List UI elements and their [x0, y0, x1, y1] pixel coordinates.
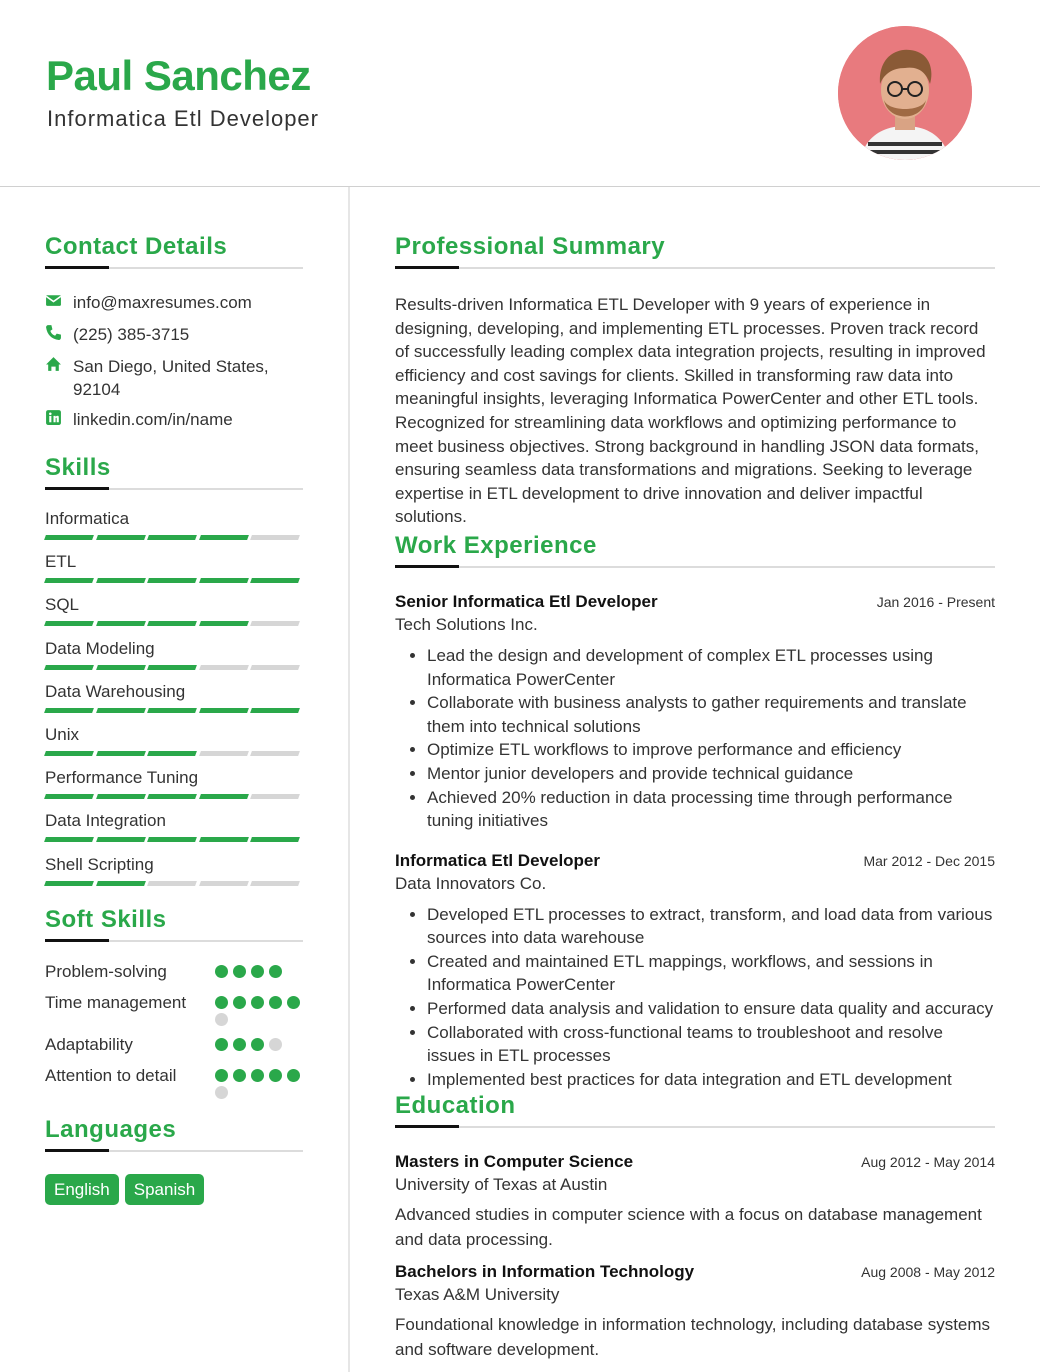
- contact-email-text: info@maxresumes.com: [73, 293, 252, 312]
- skill-item: [45, 637, 303, 680]
- section-underline: [395, 1126, 995, 1128]
- rating-dot: [233, 965, 246, 978]
- skill-level-segment: [44, 535, 93, 540]
- skill-name: Data Modeling: [45, 638, 155, 658]
- job-bullet: • Lead the design and development of complex ETL processes using Informatica PowerCenter: [427, 644, 995, 691]
- skill-level-segment: [250, 621, 299, 626]
- job-bullet: • Implemented best practices for data integration and ETL development: [427, 1068, 995, 1092]
- skill-level-segment: [96, 621, 145, 626]
- skill-level-bar: [45, 881, 303, 886]
- skill-level-segment: [44, 665, 93, 670]
- skill-item: [45, 680, 303, 723]
- languages-list: [45, 1174, 303, 1205]
- soft-skills-list: [45, 960, 303, 1099]
- rating-dot: [215, 1069, 228, 1082]
- skill-level-segment: [199, 881, 248, 886]
- skill-level-segment: [44, 837, 93, 842]
- education-description: Foundational knowledge in information technology, including database systems and software development.: [395, 1315, 991, 1359]
- skill-level-segment: [199, 708, 248, 713]
- job-bullet: • Collaborate with business analysts to gather requirements and translate them into technical solutions: [427, 691, 995, 738]
- job-company: Tech Solutions Inc.: [395, 614, 538, 634]
- candidate-title: Informatica Etl Developer: [47, 106, 319, 131]
- job-bullet: • Performed data analysis and validation to ensure data quality and accuracy: [427, 997, 995, 1021]
- skill-level-segment: [147, 751, 196, 756]
- skill-level-segment: [44, 708, 93, 713]
- skill-item: [45, 723, 303, 766]
- skills-list: [45, 507, 303, 896]
- degree-title: Masters in Computer Science: [395, 1152, 634, 1172]
- school-name: University of Texas at Austin: [395, 1175, 608, 1195]
- language-badge: English: [45, 1174, 119, 1205]
- job-bullet: • Mentor junior developers and provide technical guidance: [427, 762, 995, 786]
- job-dates: Mar 2012 - Dec 2015: [863, 852, 995, 869]
- job-bullet: • Developed ETL processes to extract, transform, and load data from various sources into data warehouse: [427, 903, 995, 950]
- rating-dot: [251, 965, 264, 978]
- skill-name: Unix: [45, 724, 80, 744]
- education-list: [395, 1151, 995, 1362]
- main-content: [395, 230, 995, 1362]
- skill-level-segment: [250, 794, 299, 799]
- soft-skill-rating: [215, 1033, 303, 1057]
- job-bullet: • Achieved 20% reduction in data processing time through performance tuning initiatives: [427, 786, 995, 833]
- skill-level-bar: [45, 535, 303, 540]
- contact-linkedin-text: linkedin.com/in/name: [73, 410, 233, 429]
- skill-level-segment: [250, 708, 299, 713]
- rating-dot: [269, 965, 282, 978]
- skill-level-segment: [96, 881, 145, 886]
- skill-name: Informatica: [45, 509, 130, 528]
- skill-level-segment: [96, 794, 145, 799]
- skill-level-segment: [147, 665, 196, 670]
- language-badge: Spanish: [125, 1174, 204, 1205]
- skill-item: [45, 550, 303, 593]
- skill-level-segment: [44, 621, 93, 626]
- rating-dot: [215, 1013, 228, 1026]
- skill-level-segment: [96, 708, 145, 713]
- rating-dot: [269, 1069, 282, 1082]
- job-title: Senior Informatica Etl Developer: [395, 591, 658, 611]
- section-underline: [45, 1150, 303, 1152]
- job-bullet: • Created and maintained ETL mappings, workflows, and sessions in Informatica PowerCenter: [427, 950, 995, 997]
- envelope-icon: [45, 291, 73, 316]
- section-underline: [395, 566, 995, 568]
- skill-level-segment: [147, 881, 196, 886]
- skill-level-bar: [45, 621, 303, 626]
- rating-dot: [215, 965, 228, 978]
- skill-item: [45, 507, 303, 550]
- rating-dot: [215, 1038, 228, 1051]
- soft-skill-rating: [215, 991, 303, 1026]
- soft-skill-item: [45, 1064, 303, 1099]
- soft-skill-rating: [215, 960, 303, 984]
- section-underline: [45, 488, 303, 490]
- contact-phone-text: (225) 385-3715: [73, 325, 190, 344]
- job-entry: [395, 850, 995, 1092]
- rating-dot: [251, 1069, 264, 1082]
- rating-dot: [215, 996, 228, 1009]
- skills-heading: Skills: [45, 454, 111, 481]
- skill-level-bar: [45, 708, 303, 713]
- soft-skill-item: [45, 1033, 303, 1057]
- job-bullets: [395, 903, 995, 1092]
- skill-level-segment: [147, 535, 196, 540]
- skill-level-segment: [199, 621, 248, 626]
- skill-level-segment: [147, 578, 196, 583]
- skill-level-segment: [147, 621, 196, 626]
- skill-level-segment: [44, 881, 93, 886]
- skill-level-bar: [45, 751, 303, 756]
- soft-skill-rating: [215, 1064, 303, 1099]
- skill-level-segment: [147, 708, 196, 713]
- contact-email[interactable]: [45, 291, 303, 316]
- education-entry: [395, 1151, 995, 1252]
- rating-dot: [269, 996, 282, 1009]
- contact-heading: Contact Details: [45, 233, 228, 260]
- job-dates: Jan 2016 - Present: [876, 593, 995, 610]
- languages-heading: Languages: [45, 1115, 177, 1143]
- skill-level-segment: [199, 837, 248, 842]
- skill-level-segment: [44, 751, 93, 756]
- summary-heading: Professional Summary: [395, 233, 666, 260]
- education-dates: Aug 2012 - May 2014: [861, 1154, 995, 1171]
- rating-dot: [215, 1086, 228, 1099]
- skill-level-segment: [96, 751, 145, 756]
- contact-phone[interactable]: [45, 323, 303, 348]
- education-description: Advanced studies in computer science with a focus on database management and data processing.: [395, 1205, 982, 1249]
- education-entry: [395, 1261, 995, 1362]
- skill-level-segment: [96, 578, 145, 583]
- skill-level-segment: [96, 837, 145, 842]
- contact-location-text: San Diego, United States, 92104: [73, 357, 269, 399]
- skill-level-segment: [250, 881, 299, 886]
- rating-dot: [233, 996, 246, 1009]
- avatar: [838, 26, 972, 160]
- education-header: [395, 1151, 995, 1173]
- skill-name: ETL: [45, 552, 77, 572]
- soft-skills-heading: Soft Skills: [45, 905, 167, 933]
- skill-level-segment: [250, 578, 299, 583]
- skill-name: Data Warehousing: [45, 681, 186, 701]
- rating-dot: [251, 1038, 264, 1051]
- rating-dot: [287, 996, 300, 1009]
- section-underline: [45, 940, 303, 942]
- skill-level-segment: [96, 535, 145, 540]
- sidebar: [45, 230, 303, 1205]
- skill-level-bar: [45, 578, 303, 583]
- skill-level-segment: [199, 578, 248, 583]
- education-heading: Education: [395, 1092, 516, 1120]
- skill-name: Performance Tuning: [45, 768, 199, 788]
- skill-level-segment: [199, 665, 248, 670]
- skill-name: Data Integration: [45, 811, 166, 831]
- skill-item: [45, 593, 303, 636]
- experience-heading: Work Experience: [395, 531, 597, 559]
- skill-level-segment: [147, 794, 196, 799]
- education-header: [395, 1261, 995, 1283]
- job-header: [395, 591, 995, 613]
- skill-level-segment: [250, 665, 299, 670]
- skill-level-segment: [44, 578, 93, 583]
- contact-linkedin[interactable]: [45, 408, 303, 433]
- contact-list: [45, 291, 303, 433]
- jobs-list: [395, 591, 995, 1092]
- skill-item: [45, 853, 303, 896]
- contact-location: [45, 355, 303, 401]
- resume-header: [0, 0, 1040, 187]
- skill-level-segment: [199, 535, 248, 540]
- education-dates: Aug 2008 - May 2012: [861, 1264, 995, 1281]
- soft-skill-item: [45, 991, 303, 1026]
- skill-level-segment: [147, 837, 196, 842]
- skill-item: [45, 809, 303, 852]
- skill-level-bar: [45, 794, 303, 799]
- skill-level-segment: [96, 665, 145, 670]
- job-header: [395, 850, 995, 872]
- skill-level-segment: [250, 837, 299, 842]
- skill-name: Shell Scripting: [45, 854, 154, 874]
- job-bullet: • Collaborated with cross-functional teams to troubleshoot and resolve issues in ETL processes: [427, 1021, 995, 1068]
- skill-name: SQL: [45, 595, 80, 615]
- summary-text: Results-driven Informatica ETL Developer with 9 years of experience in designing, developing, and implementing ETL processes. Proven track record of successfully leading complex data integration projects, resulting in improved efficiency and cost savings for clients. Skilled in transforming raw data into meaningful insights, leveraging Informatica PowerCenter and other ETL tools. Recognized for streamlining data workflows and optimizing performance to meet business objectives. Strong background in handling JSON data formats, ensuring seamless data transformations and migrations. Seeking to leverage expertise in ETL development to drive innovation and deliver impactful solutions.: [395, 295, 986, 527]
- soft-skill-name: Time management: [45, 992, 187, 1012]
- rating-dot: [233, 1069, 246, 1082]
- skill-level-segment: [199, 751, 248, 756]
- soft-skill-name: Attention to detail: [45, 1065, 177, 1085]
- phone-icon: [45, 323, 73, 348]
- rating-dot: [251, 996, 264, 1009]
- skill-level-segment: [44, 794, 93, 799]
- degree-title: Bachelors in Information Technology: [395, 1262, 695, 1282]
- soft-skill-name: Problem-solving: [45, 961, 167, 981]
- skill-level-bar: [45, 665, 303, 670]
- job-entry: [395, 591, 995, 833]
- skill-level-bar: [45, 837, 303, 842]
- school-name: Texas A&M University: [395, 1285, 560, 1305]
- skill-level-segment: [250, 751, 299, 756]
- job-company: Data Innovators Co.: [395, 873, 547, 893]
- rating-dot: [269, 1038, 282, 1051]
- soft-skill-name: Adaptability: [45, 1034, 133, 1054]
- job-title: Informatica Etl Developer: [395, 850, 601, 870]
- home-icon: [45, 355, 73, 380]
- job-bullet: • Optimize ETL workflows to improve performance and efficiency: [427, 738, 995, 762]
- skill-level-segment: [250, 535, 299, 540]
- column-divider: [348, 187, 350, 1372]
- section-underline: [45, 267, 303, 269]
- rating-dot: [233, 1038, 246, 1051]
- rating-dot: [287, 1069, 300, 1082]
- section-underline: [395, 267, 995, 269]
- skill-level-segment: [199, 794, 248, 799]
- job-bullets: [395, 644, 995, 833]
- soft-skill-item: [45, 960, 303, 984]
- candidate-name: Paul Sanchez: [46, 52, 311, 99]
- linkedin-icon: [45, 408, 73, 433]
- skill-item: [45, 766, 303, 809]
- profile-photo: [838, 26, 972, 160]
